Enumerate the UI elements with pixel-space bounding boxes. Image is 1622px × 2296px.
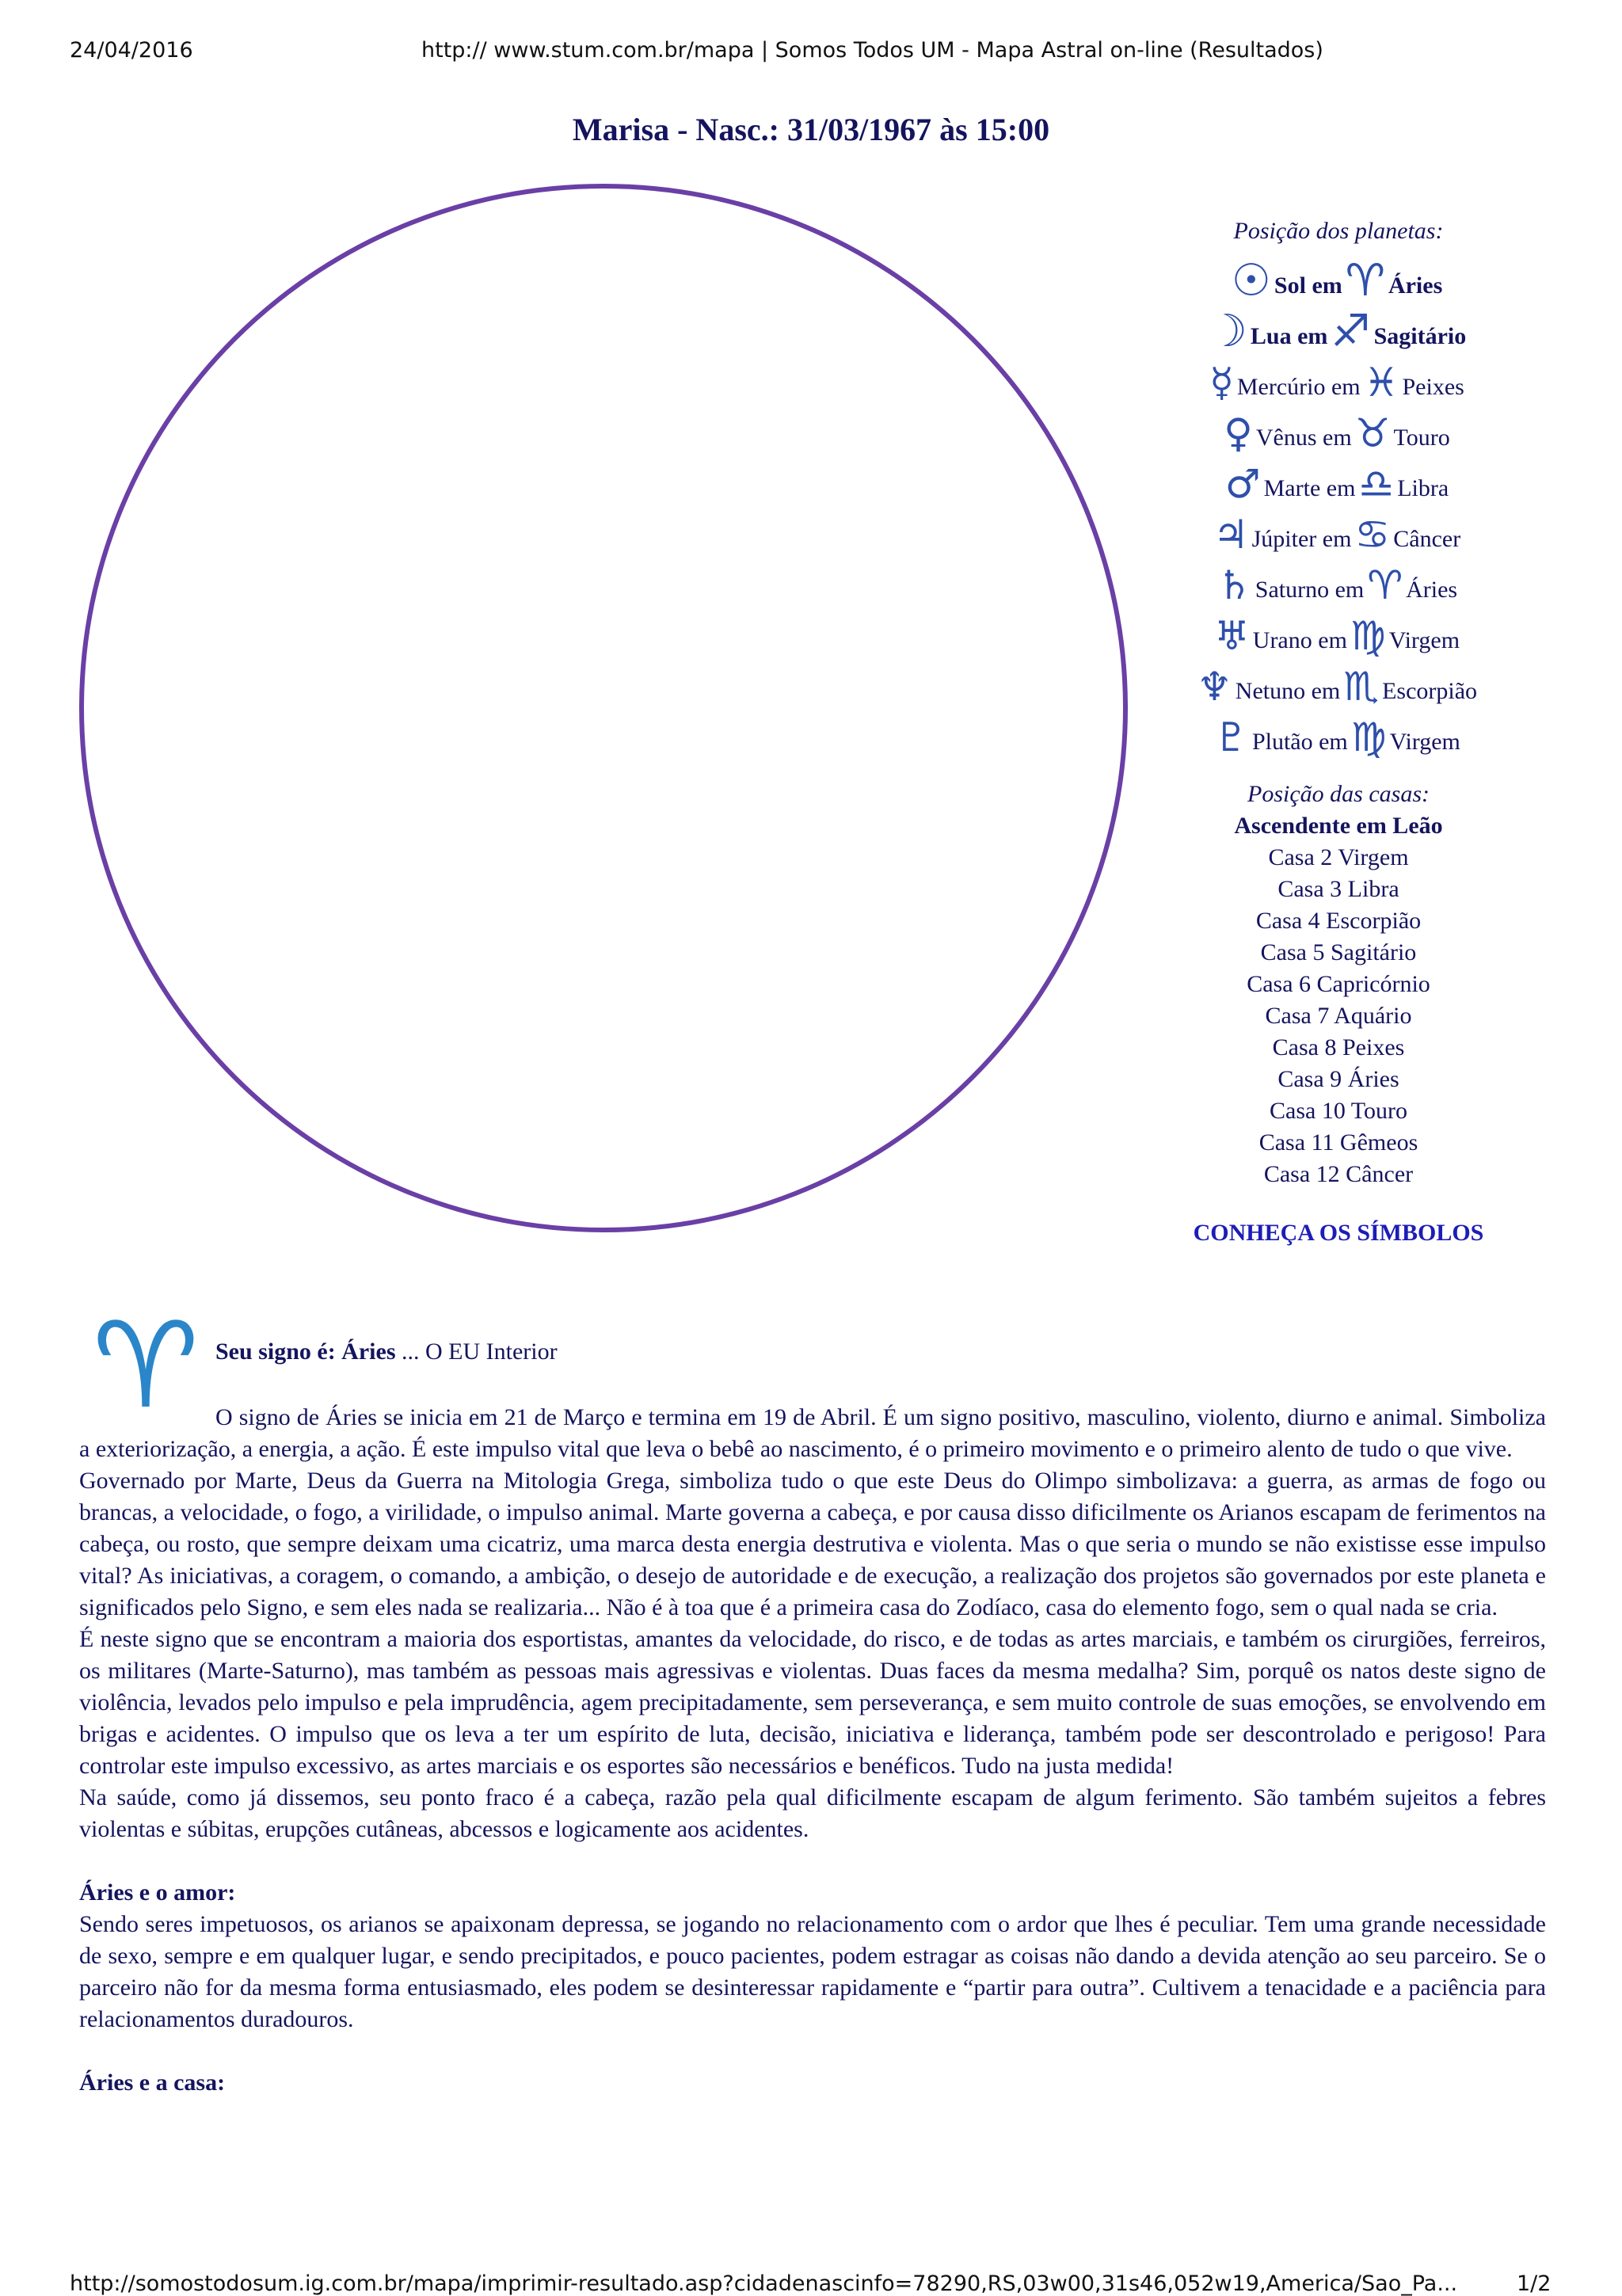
sign-description: [79, 1402, 1546, 2099]
sign-label: Seu signo é: Áries: [215, 1338, 396, 1365]
pisces-icon: ♓: [1363, 360, 1399, 406]
planet-label: Netuno em: [1235, 678, 1341, 704]
uranus-icon: ♅: [1213, 613, 1250, 659]
ascendant: Ascendente em Leão: [1234, 813, 1443, 839]
house-item: Casa 8 Peixes: [1272, 1034, 1405, 1060]
aries-icon: ♈: [92, 1297, 200, 1435]
love-heading: Áries e o amor:: [79, 1879, 236, 1906]
house-item: Casa 11 Gêmeos: [1258, 1129, 1418, 1156]
planet-sign: Virgem: [1389, 729, 1460, 755]
planet-positions-heading: Posição dos planetas:: [1233, 218, 1444, 244]
love-paragraph: Sendo seres impetuosos, os arianos se apaixonam depressa, se jogando no relacionamento com o ardor que lhes é peculiar. Tem uma grande necessidade de sexo, sempre e em qualquer lugar, e sendo precipitados, e pouco pacientes, podem estragar as coisas não dando a devida atenção ao seu parceiro. Se o parceiro não for da mesma forma entusiasmado, eles podem se desinteressar rapidamente e “partir para outra”. Cultivem a tenacidade e a paciência para relacionamentos duradouros.: [79, 1911, 1546, 2032]
planet-sign: Touro: [1393, 425, 1450, 451]
scorpio-icon: ♏: [1343, 664, 1380, 710]
planet-label: Vênus em: [1255, 425, 1352, 451]
paragraph: É neste signo que se encontram a maioria dos esportistas, amantes da velocidade, do risco, e de todas as artes marciais, e também os cirurgiões, ferreiros, os militares (Marte-Saturno), mas também as pessoas mais agressivas e violentas. Duas faces da mesma medalha? Sim, porquê os natos deste signo de violência, levados pelo impulso e pela imprudência, agem precipitadamente, sem perseverança, e sem muito controle de suas emoções, se envolvendo em brigas e acidentes. O impulso que os leva a ter um espírito de luta, decisão, iniciativa e liderança, também pode ser descontrolado e perigoso! Para controlar este impulso excessivo, as artes marciais e os esportes são necessários e benéficos. Tudo na justa medida!: [79, 1626, 1546, 1779]
house-positions-heading: Posição das casas:: [1247, 781, 1430, 807]
sagittarius-icon: ♐: [1331, 306, 1371, 357]
planet-row: [1180, 708, 1497, 759]
planet-sign: Câncer: [1393, 526, 1461, 552]
planet-label: Saturno em: [1255, 577, 1365, 603]
planet-label: Urano em: [1252, 627, 1347, 653]
venus-icon: ♀: [1224, 410, 1253, 456]
planet-sign: Peixes: [1402, 374, 1464, 400]
house-item: Casa 12 Câncer: [1263, 1161, 1414, 1187]
planet-positions-panel: [1180, 214, 1497, 759]
planet-row: [1180, 607, 1497, 657]
house-item: Casa 4 Escorpião: [1255, 908, 1422, 934]
neptune-icon: ♆: [1196, 664, 1232, 710]
virgo-icon: ♍: [1350, 714, 1387, 760]
home-heading: Áries e a casa:: [79, 2069, 226, 2096]
planet-label: Sol em: [1274, 272, 1342, 299]
house-positions-panel: [1180, 779, 1497, 1190]
planet-row: [1180, 404, 1497, 455]
astral-chart-wheel: [79, 184, 1128, 1232]
planet-row: [1180, 353, 1497, 404]
house-item: Casa 3 Libra: [1277, 876, 1399, 902]
planet-row: [1180, 556, 1497, 607]
planet-row: [1180, 455, 1497, 505]
planet-label: Mercúrio em: [1236, 374, 1361, 400]
house-item: Casa 6 Capricórnio: [1247, 971, 1430, 997]
saturn-icon: ♄: [1216, 562, 1252, 608]
cancer-icon: ♋: [1354, 512, 1391, 558]
planet-sign: Libra: [1397, 475, 1449, 501]
planet-sign: Escorpião: [1382, 678, 1478, 704]
pluto-icon: ♇: [1213, 714, 1249, 760]
planet-row: [1180, 505, 1497, 556]
mercury-icon: ☿: [1209, 360, 1234, 406]
virgo-icon: ♍: [1350, 613, 1386, 659]
planet-label: Júpiter em: [1251, 526, 1352, 552]
planet-label: Plutão em: [1251, 729, 1348, 755]
print-page-number: 1/2: [1517, 2271, 1552, 2296]
paragraph: Na saúde, como já dissemos, seu ponto fraco é a cabeça, razão pela qual dificilmente escapam de algum ferimento. São também sujeitos a febres violentas e súbitas, erupções cutâneas, abcessos e logicamente aos acidentes.: [79, 1784, 1546, 1842]
print-date: 24/04/2016: [70, 38, 193, 63]
taurus-icon: ♉: [1354, 410, 1391, 456]
planet-sign: Sagitário: [1373, 323, 1467, 349]
house-item: Casa 10 Touro: [1270, 1098, 1407, 1124]
house-item: Casa 2 Virgem: [1268, 844, 1409, 870]
print-url: http://somostodosum.ig.com.br/mapa/imprimir-resultado.asp?cidadenascinfo=78290,RS,03w00,31s46,052w19,America/Sao_Pa...: [70, 2271, 1458, 2296]
planet-row: [1180, 657, 1497, 708]
house-item: Casa 9 Áries: [1277, 1066, 1399, 1092]
house-item: Casa 7 Aquário: [1265, 1003, 1412, 1029]
moon-icon: ☽: [1207, 306, 1247, 357]
sign-suffix: ... O EU Interior: [395, 1338, 558, 1365]
planet-sign: Áries: [1388, 272, 1443, 299]
libra-icon: ♎: [1358, 461, 1395, 507]
print-page-title: http:// www.stum.com.br/mapa | Somos Todos UM - Mapa Astral on-line (Resultados): [421, 38, 1323, 63]
jupiter-icon: ♃: [1213, 512, 1249, 558]
mars-icon: ♂: [1224, 461, 1261, 507]
house-item: Casa 5 Sagitário: [1260, 939, 1417, 965]
planet-sign: Virgem: [1388, 627, 1460, 653]
planet-sign: Áries: [1406, 577, 1458, 603]
page-title: Marisa - Nasc.: 31/03/1967 às 15:00: [572, 112, 1050, 147]
aries-icon: ♈: [1345, 255, 1385, 307]
planet-label: Marte em: [1263, 475, 1356, 501]
sign-line: [215, 1338, 558, 1365]
aries-icon: ♈: [1367, 562, 1403, 608]
symbols-link[interactable]: CONHEÇA OS SÍMBOLOS: [1193, 1220, 1484, 1246]
planet-label: Lua em: [1250, 323, 1328, 349]
planet-row: [1180, 252, 1497, 307]
sun-icon: ☉: [1231, 255, 1271, 307]
paragraph: Governado por Marte, Deus da Guerra na Mitologia Grega, simboliza tudo o que este Deus do Olimpo simbolizava: a guerra, as armas de fogo ou brancas, a velocidade, o fogo, a virilidade, o impulso animal. Marte governa a cabeça, e por causa disso dificilmente os Arianos escapam de ferimentos na cabeça, ou rosto, que sempre deixam uma cicatriz, uma marca desta energia destrutiva e violenta. Mas o que seria o mundo se não existisse esse impulso vital? As iniciativas, a coragem, o comando, a ambição, o desejo de autoridade e de execução, a realização dos projetos são governados por este planeta e significados pelo Signo, e sem eles nada se realizaria... Não é à toa que é a primeira casa do Zodíaco, casa do elemento fogo, sem o qual nada se cria.: [79, 1468, 1546, 1620]
planet-row: [1180, 303, 1497, 357]
paragraph: O signo de Áries se inicia em 21 de Março e termina em 19 de Abril. É um signo positivo, masculino, violento, diurno e animal. Simboliza a exteriorização, a energia, a ação. É este impulso vital que leva o bebê ao nascimento, é o primeiro movimento e o primeiro alento de tudo o que vive.: [79, 1404, 1546, 1462]
